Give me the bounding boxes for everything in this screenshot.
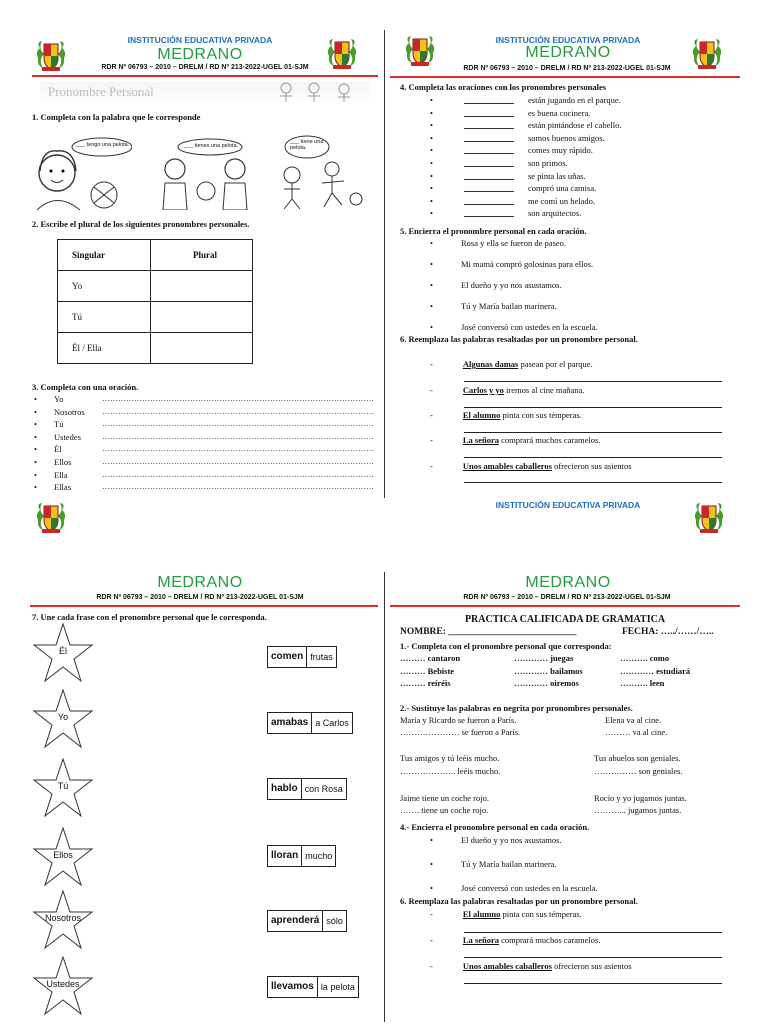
sentence: Tus abuelos son geniales. <box>594 753 681 763</box>
sentence: Elena va al cine. <box>605 715 662 725</box>
header-rule <box>390 605 740 607</box>
topic-banner-title: Pronombre Personal <box>48 84 154 99</box>
speech-bubble-3: ___ tiene una pelota. <box>290 139 324 151</box>
list-item: • son primos. <box>430 157 568 168</box>
list-item: • comes muy rápido. <box>430 145 593 156</box>
table-header-plural: Plural <box>151 240 253 271</box>
kids-drawing-icon <box>274 80 364 104</box>
pronoun-star[interactable]: Yo <box>32 688 94 750</box>
list-item: • Ustedes ………………………………………………………………………………………… <box>34 431 374 442</box>
exam-question-1: 1.- Completa con el pronombre personal que corresponda: <box>400 641 612 651</box>
header-rule <box>32 75 378 77</box>
list-item: • es buena cocinera. <box>430 107 591 118</box>
q4-list <box>430 95 621 221</box>
list-item: • Ellas ………………………………………………………………………………………… <box>34 482 374 493</box>
exam-question-4: 4.- Encierra el pronombre personal en cada oración. <box>400 822 590 832</box>
table-cell-singular: Yo <box>58 271 151 302</box>
list-item: • El dueño y yo nos asustamos. <box>430 280 562 290</box>
resolution-number: RDR Nº 06793 – 2010 – DRELM / RD Nº 213-2022-UGEL 01-SJM <box>96 594 304 601</box>
list-item: - El alumno pinta con sus témperas. <box>430 909 582 919</box>
list-item: ……… cantaron ………… juegas ………. como <box>400 653 670 663</box>
pronoun-star[interactable]: Nosotros <box>32 889 94 951</box>
list-item: • compró una camisa. <box>430 183 597 194</box>
sentence-blank[interactable]: ……. tiene un coche rojo. <box>400 805 489 815</box>
exam-title: PRACTICA CALIFICADA DE GRAMATICA <box>464 614 666 625</box>
list-item: • están pintándose el cabello. <box>430 120 622 131</box>
answer-line <box>464 381 722 382</box>
school-crest-icon <box>692 500 726 534</box>
table-cell-singular: Tú <box>58 302 151 333</box>
illustration-boys <box>150 135 265 210</box>
list-item: - La señora comprará muchos caramelos. <box>430 935 601 945</box>
answer-line <box>464 482 722 483</box>
table-cell-plural-input[interactable] <box>151 302 253 333</box>
sentence: Tus amigos y tú leéis mucho. <box>400 753 500 763</box>
school-label: INSTITUCIÓN EDUCATIVA PRIVADA <box>127 35 273 45</box>
answer-line <box>464 432 722 433</box>
list-item: - Unos amables caballeros ofrecieron sus asientos <box>430 461 632 471</box>
sentence-blank[interactable]: ………………… se fueron a París. <box>400 727 521 737</box>
list-item: - La señora comprará muchos caramelos. <box>430 435 601 445</box>
school-name: MEDRANO <box>157 46 243 63</box>
list-item: • Tú y María bailan marinera. <box>430 301 557 311</box>
school-label: INSTITUCIÓN EDUCATIVA PRIVADA <box>495 35 641 45</box>
list-item: • Mi mamá compró golosinas para ellos. <box>430 259 594 269</box>
header-rule <box>390 76 740 78</box>
list-item: ……… reíréis ………… oiremos ………. leen <box>400 678 665 688</box>
list-item: • José conversó con ustedes en la escuela. <box>430 883 598 893</box>
phrase-box[interactable]: llevamos la pelota <box>267 976 359 998</box>
student-name-field[interactable]: NOMBRE: ___________________________ <box>400 627 577 637</box>
question-1: 1. Completa con la palabra que le corresponde <box>32 112 201 122</box>
list-item: • están jugando en el parque. <box>430 95 621 105</box>
q1-grid <box>400 653 740 691</box>
speech-bubble-1: ___ tengo una pelota. <box>76 142 130 148</box>
list-item: - Algunas damas pasean por el parque. <box>430 359 593 369</box>
question-7: 7. Une cada frase con el pronombre personal que le corresponda. <box>32 612 267 622</box>
list-item: • son arquitectos. <box>430 208 582 219</box>
list-item: - Carlos y yo iremos al cine mañana. <box>430 385 585 395</box>
phrase-box[interactable]: amabas a Carlos <box>267 712 353 734</box>
list-item: • Nosotros ………………………………………………………………………………………… <box>34 406 374 417</box>
resolution-number: RDR Nº 06793 – 2010 – DRELM / RD Nº 213-2022-UGEL 01-SJM <box>463 65 671 72</box>
exam-question-6: 6. Reemplaza las palabras resaltadas por un pronombre personal. <box>400 896 638 906</box>
sentence-blank[interactable]: ……………….. leéis mucho. <box>400 766 501 776</box>
question-2: 2. Escribe el plural de los siguientes pronombres personales. <box>32 219 250 229</box>
date-field[interactable]: FECHA: …../……/….. <box>622 627 714 637</box>
list-item: • se pinta las uñas. <box>430 170 586 181</box>
school-crest-icon <box>34 500 68 534</box>
illustration-ball-play <box>272 135 372 210</box>
answer-line <box>464 983 722 984</box>
school-name: MEDRANO <box>525 574 611 591</box>
table-cell-plural-input[interactable] <box>151 333 253 364</box>
list-item: • somos buenos amigos. <box>430 132 605 143</box>
header-rule <box>30 605 378 607</box>
plural-table <box>57 239 253 364</box>
q3-list <box>34 394 374 495</box>
list-item: ……… Bebiste ………… bailamos ………… estudiará <box>400 665 691 676</box>
phrase-box[interactable]: lloran mucho <box>267 845 336 867</box>
sentence-blank[interactable]: ……… va al cine. <box>605 727 668 737</box>
pronoun-star[interactable]: Ellos <box>32 826 94 888</box>
school-name: MEDRANO <box>157 574 243 591</box>
table-header-singular: Singular <box>58 240 151 271</box>
illustration-girl <box>32 135 132 210</box>
sentence: Rocío y yo jugamos juntas. <box>594 793 687 803</box>
answer-line <box>464 407 722 408</box>
list-item: - El alumno pinta con sus témperas. <box>430 410 582 420</box>
list-item: • Tú y María bailan marinera. <box>430 859 557 869</box>
list-item: • José conversó con ustedes en la escuela. <box>430 322 598 332</box>
pronoun-star[interactable]: Tú <box>32 757 94 819</box>
answer-line <box>464 932 722 933</box>
question-6: 6. Reemplaza las palabras resaltadas por un pronombre personal. <box>400 334 638 344</box>
phrase-box[interactable]: comen frutas <box>267 646 337 668</box>
exam-question-2: 2.- Sustituye las palabras en negrita por pronombres personales. <box>400 703 633 713</box>
question-5: 5. Encierra el pronombre personal en cada oración. <box>400 226 587 236</box>
footer-school-label: INSTITUCIÓN EDUCATIVA PRIVADA <box>495 500 641 510</box>
page-divider-bottom <box>384 572 385 1022</box>
list-item: - Unos amables caballeros ofrecieron sus asientos <box>430 961 632 971</box>
list-item: • Ellos ………………………………………………………………………………………… <box>34 456 374 467</box>
sentence-blank[interactable]: …………… son geniales. <box>594 766 683 776</box>
table-cell-plural-input[interactable] <box>151 271 253 302</box>
sentence: Jaime tiene un coche rojo. <box>400 793 489 803</box>
phrase-box[interactable]: hablo con Rosa <box>267 778 347 800</box>
answer-line <box>464 957 722 958</box>
list-item: • Tú ………………………………………………………………………………………… <box>34 419 374 430</box>
table-cell-singular: Él / Ella <box>58 333 151 364</box>
question-4: 4. Completa las oraciones con los pronombres personales <box>400 82 607 92</box>
phrase-box[interactable]: aprenderá sólo <box>267 910 347 932</box>
question-3: 3. Completa con una oración. <box>32 382 139 392</box>
sentence-blank[interactable]: ………... jugamos juntas. <box>594 805 682 815</box>
pronoun-star[interactable]: Él <box>32 622 94 684</box>
list-item: • El dueño y yo nos asustamos. <box>430 835 562 845</box>
list-item: • Yo ………………………………………………………………………………………… <box>34 394 374 404</box>
pronoun-star[interactable]: Ustedes <box>32 955 94 1017</box>
school-name: MEDRANO <box>525 44 611 61</box>
topic-banner <box>40 82 370 102</box>
speech-bubble-2: ___ tienes una pelota. <box>184 143 239 149</box>
resolution-number: RDR Nº 06793 – 2010 – DRELM / RD Nº 213-2022-UGEL 01-SJM <box>101 64 309 71</box>
list-item: • Él ………………………………………………………………………………………… <box>34 444 374 455</box>
school-crest-icon <box>403 33 437 67</box>
list-item: • Rosa y ella se fueron de paseo. <box>430 238 567 248</box>
list-item: • Ella ………………………………………………………………………………………… <box>34 469 374 480</box>
answer-line <box>464 457 722 458</box>
page-divider-top <box>384 30 385 498</box>
sentence: María y Ricardo se fueron a París. <box>400 715 517 725</box>
resolution-number: RDR Nº 06793 – 2010 – DRELM / RD Nº 213-2022-UGEL 01-SJM <box>463 594 671 601</box>
list-item: • me comí un helado. <box>430 195 596 206</box>
